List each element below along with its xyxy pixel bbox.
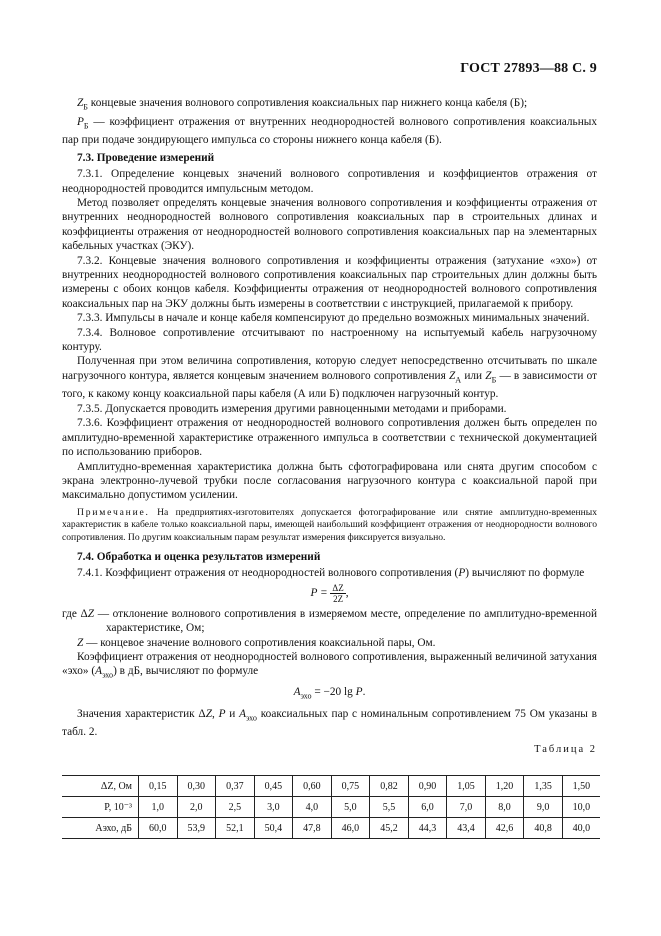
table-caption: Таблица 2 — [534, 743, 597, 755]
paragraph-7-3-1-method: Метод позволяет определять концевые значения волнового сопротивления и коэффициенты отражения от внутренних неоднородностей волнового сопротивления коаксиальных пар в строительных длинах и коэффициенты отражения от неоднородностей волнового сопротивления коаксиальных пар на элементарных кабельных участках (ЭКУ). — [62, 196, 597, 253]
table-cell: 40,8 — [524, 818, 563, 839]
definition-zb: $Z_Б$ концевые значения волнового сопротивления коаксиальных пар нижнего конца кабеля (Б); — [77, 97, 528, 112]
table-cell: 4,0 — [293, 797, 332, 818]
table-cell: 44,3 — [408, 818, 447, 839]
table-2 — [62, 775, 600, 839]
table-cell: 52,1 — [216, 818, 255, 839]
table-cell: 9,0 — [524, 797, 563, 818]
table-cell: 1,0 — [139, 797, 178, 818]
table-cell: 8,0 — [485, 797, 524, 818]
table-row-delta-z — [62, 776, 600, 797]
table-cell: 53,9 — [177, 818, 216, 839]
row-label: Aэхо, дБ — [62, 818, 139, 839]
note-label: Примечание. — [77, 506, 150, 518]
table-cell: 0,15 — [139, 776, 178, 797]
table-cell: 47,8 — [293, 818, 332, 839]
paragraph-7-3-6: 7.3.6. Коэффициент отражения от неоднородностей волнового сопротивления должен быть определен по амплитудно-временной характеристике отраженного импульса в соответствии с технической документацией по использованию приборов. — [62, 417, 597, 459]
paragraph-7-3-2: 7.3.2. Концевые значения волнового сопротивления и коэффициенты отражения (затухание «эхо») от внутренних неоднородностей волнового сопротивления коаксиальных пар строительных длин должны быть измерены с обоих концов кабеля. Коэффициенты отражения от неоднородностей волнового сопротивления коаксиальных пар на ЭКУ должны быть измерены в соответствии с инструкцией, прилагаемой к прибору. — [62, 254, 597, 310]
table-cell: 3,0 — [254, 797, 293, 818]
note: Примечание. На предприятиях-изготовителях допускается фотографирование или снятие амплитудно-временных характеристик в кабеле только коаксиальной пары, имеющей наибольший коэффициент отражения от неоднородности волнового сопротивления. По другим коаксиальным парам результат измерения фиксируется визуально. — [62, 506, 597, 543]
row-label: ΔZ, Ом — [62, 776, 139, 797]
table-cell: 0,90 — [408, 776, 447, 797]
paragraph-values: Значения характеристик ΔZ, P и $A_{эхо}$ коаксиальных пар с номинальным сопротивлением 75 Ом указаны в табл. 2. — [62, 707, 597, 739]
table-cell: 1,20 — [485, 776, 524, 797]
formula-reflection: P = $\frac{\Delta Z}{2Z}$ , — [310, 582, 349, 604]
definition-pb: $P_Б$ — коэффициент отражения от внутренних неоднородностей волнового сопротивления коаксиальных пар при подаче зондирующего импульса со стороны нижнего конца кабеля (Б). — [62, 115, 597, 147]
table-cell: 60,0 — [139, 818, 178, 839]
table-cell: 7,0 — [447, 797, 486, 818]
document-body — [62, 96, 597, 761]
table-row-a-echo — [62, 818, 600, 839]
table-cell: 5,0 — [331, 797, 370, 818]
table-cell: 6,0 — [408, 797, 447, 818]
table-cell: 0,37 — [216, 776, 255, 797]
paragraph-7-3-4-result: Полученная при этом величина сопротивления, которую следует непосредственно отсчитывать по шкале нагрузочного контура, является концевым значением волнового сопротивления $Z_А$ или $Z_Б$ — в зависимости от того, к какому концу коаксиальной пары кабеля (А или Б) подключен нагрузочный контур. — [62, 355, 598, 401]
paragraph-7-3-1: 7.3.1. Определение концевых значений волнового сопротивления и коэффициентов отражения от неоднородностей проводится импульсным методом. — [62, 168, 597, 195]
table-cell: 5,5 — [370, 797, 409, 818]
section-7-4-title: 7.4. Обработка и оценка результатов измерений — [77, 550, 321, 563]
table-cell: 43,4 — [447, 818, 486, 839]
table-cell: 2,0 — [177, 797, 216, 818]
paragraph-7-3-4: 7.3.4. Волновое сопротивление отсчитывают по настроенному на испытуемый кабель нагрузочному контуру. — [62, 326, 597, 353]
table-row-p — [62, 797, 600, 818]
table-cell: 2,5 — [216, 797, 255, 818]
table-cell: 45,2 — [370, 818, 409, 839]
table-cell: 1,35 — [524, 776, 563, 797]
page-header: ГОСТ 27893—88 С. 9 — [460, 61, 597, 76]
paragraph-7-3-6-characteristic: Амплитудно-временная характеристика должна быть сфотографирована или снята другим способом с экрана электронно-лучевой трубки после согласования нагрузочного контура с коаксиальной парой при максимально допустимом усилении. — [62, 460, 597, 502]
table-cell: 1,05 — [447, 776, 486, 797]
table-cell: 0,75 — [331, 776, 370, 797]
paragraph-7-4-1: 7.4.1. Коэффициент отражения от неоднородностей волнового сопротивления (P) вычисляют по формуле — [77, 567, 585, 580]
paragraph-echo: Коэффициент отражения от неоднородностей волнового сопротивления, выраженный величиной затухания «эхо» $(A_{эхо})$ в дБ, вычисляют по формуле — [62, 650, 597, 680]
table-cell: 1,50 — [562, 776, 600, 797]
table-cell: 0,82 — [370, 776, 409, 797]
row-label: P, 10⁻³ — [62, 797, 139, 818]
table-cell: 0,45 — [254, 776, 293, 797]
paragraph-7-3-5: 7.3.5. Допускается проводить измерения другими равноценными методами и приборами. — [77, 402, 507, 415]
table-cell: 46,0 — [331, 818, 370, 839]
paragraph-7-3-3: 7.3.3. Импульсы в начале и конце кабеля компенсируют до предельно возможных минимальных значений. — [77, 312, 590, 325]
formula-echo: $A_{эхо} = -20$ lg P. — [293, 686, 366, 701]
table-cell: 10,0 — [562, 797, 600, 818]
table-cell: 42,6 — [485, 818, 524, 839]
table-cell: 40,0 — [562, 818, 600, 839]
section-7-3-title: 7.3. Проведение измерений — [77, 151, 215, 164]
where-delta-z: где ΔZ — отклонение волнового сопротивления в измеряемом месте, определение по амплитудно-временной характеристике, Ом; — [62, 607, 598, 635]
table-cell: 0,30 — [177, 776, 216, 797]
table-cell: 50,4 — [254, 818, 293, 839]
where-z: Z — концевое значение волнового сопротивления коаксиальной пары, Ом. — [77, 636, 436, 649]
table-cell: 0,60 — [293, 776, 332, 797]
